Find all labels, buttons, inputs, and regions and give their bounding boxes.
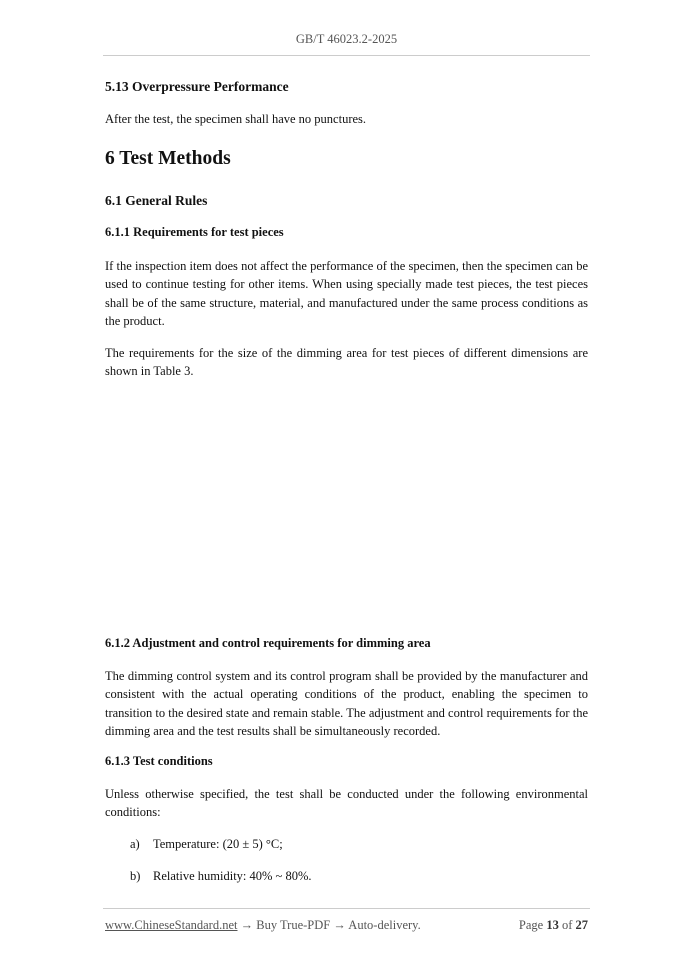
website-link[interactable]: www.ChineseStandard.net: [105, 918, 238, 932]
section-5-13-body: After the test, the specimen shall have no punctures.: [105, 112, 367, 126]
footer-divider: [103, 908, 590, 909]
section-5-13-heading: 5.13 Overpressure Performance: [105, 79, 289, 94]
page-total: 27: [575, 918, 588, 932]
section-6-1-1-paragraph-1: If the inspection item does not affect the performance of the specimen, then the specimen can be used to continue testing for other items. When using specially made test pieces, the test pieces shall be of the same structure, material, and manufactured under the same process conditions as the product.: [105, 259, 588, 328]
section-6-1-2-heading: 6.1.2 Adjustment and control requirements for dimming area: [105, 636, 431, 650]
page-indicator: [519, 918, 588, 933]
document-code-header: GB/T 46023.2-2025: [295, 32, 398, 46]
of-label: of: [561, 918, 573, 932]
section-6-1-heading: 6.1 General Rules: [105, 193, 208, 208]
page-label: Page: [518, 918, 544, 932]
list-text: Relative humidity: 40% ~ 80%.: [153, 869, 312, 883]
list-text: Temperature: (20 ± 5) °C;: [153, 837, 283, 851]
list-marker: a): [130, 837, 140, 851]
footer: [105, 918, 588, 933]
section-6-1-3-heading: 6.1.3 Test conditions: [105, 754, 213, 768]
section-6-1-1-paragraph-2: The requirements for the size of the dimming area for test pieces of different dimensions are shown in Table 3.: [105, 346, 588, 379]
section-6-1-2-paragraph: The dimming control system and its control program shall be provided by the manufacturer and consistent with the actual operating conditions of the product, enabling the specimen to transition to the desired state and remain stable. The adjustment and control requirements for the dimming area and the test results shall be simultaneously recorded.: [105, 669, 588, 738]
page-number: 13: [546, 918, 559, 932]
section-6-heading: 6 Test Methods: [105, 148, 231, 169]
header-divider: [103, 55, 590, 56]
list-marker: b): [130, 869, 141, 883]
footer-promo-text: → Buy True-PDF → Auto-delivery.: [237, 918, 421, 932]
section-6-1-1-heading: 6.1.1 Requirements for test pieces: [105, 225, 284, 239]
section-6-1-3-paragraph: Unless otherwise specified, the test shall be conducted under the following environmental conditions:: [105, 787, 588, 820]
